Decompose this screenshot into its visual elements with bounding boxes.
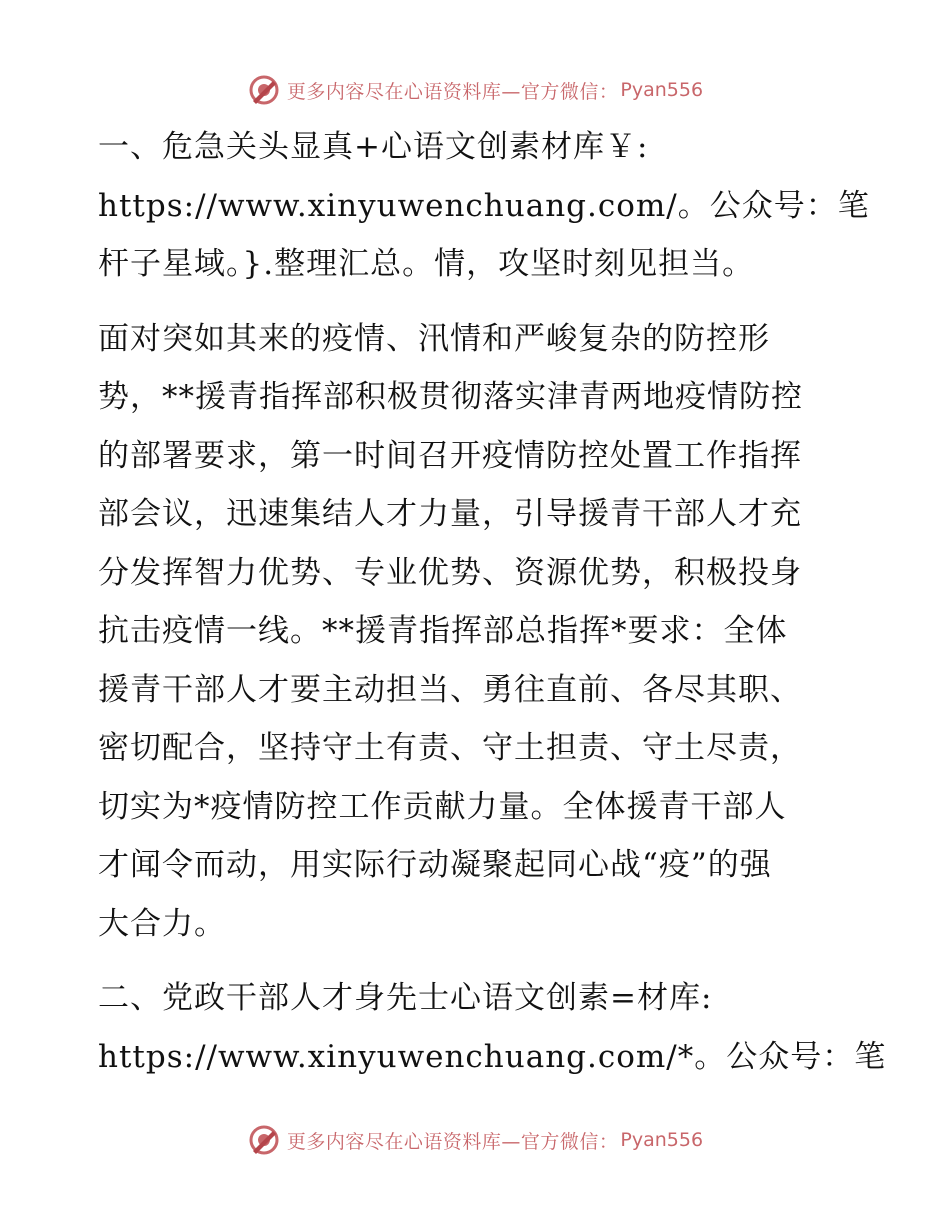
paragraph-2	[98, 310, 858, 954]
document-body	[98, 118, 887, 1086]
text-line: 部会议，迅速集结人才力量，引导援青干部人才充	[98, 496, 802, 532]
text-line: 密切配合，坚持守土有责、守土担责、守土尽责，	[98, 730, 802, 766]
text-line: 的部署要求，第一时间召开疫情防控处置工作指挥	[98, 437, 802, 474]
watermark-wechat-id: Pyan556	[620, 79, 704, 101]
paragraph-1	[98, 118, 870, 294]
logo-icon	[247, 73, 281, 107]
paragraph-3	[98, 969, 887, 1086]
text-line: 势，**援青指挥部积极贯彻落实津青两地疫情防控	[98, 379, 803, 415]
text-line: 一、危急关头显真+心语文创素材库￥:	[98, 129, 649, 165]
text-line: 切实为*疫情防控工作贡献力量。全体援青干部人	[98, 788, 787, 825]
text-line: 才闻令而动，用实际行动凝聚起同心战“疫”的强	[98, 847, 772, 883]
text-line: 二、党政干部人才身先士心语文创素=材库:	[98, 980, 713, 1016]
text-line: 杆子星域。}.整理汇总。情，攻坚时刻见担当。	[98, 246, 755, 282]
text-line: https://www.xinyuwenchuang.com/*。公众号：笔	[98, 1038, 887, 1075]
watermark-wechat-id: Pyan556	[620, 1129, 704, 1151]
footer-watermark	[0, 1120, 950, 1160]
watermark-text: 更多内容尽在心语资料库—官方微信：	[286, 80, 619, 103]
text-line: 面对突如其来的疫情、汛情和严峻复杂的防控形	[98, 320, 770, 357]
text-line: 分发挥智力优势、专业优势、资源优势，积极投身	[98, 554, 802, 591]
logo-icon	[247, 1123, 281, 1157]
text-line: 抗击疫情一线。**援青指挥部总指挥*要求：全体	[98, 613, 788, 649]
header-watermark	[0, 70, 950, 110]
text-line: https://www.xinyuwenchuang.com/。公众号：笔	[98, 187, 870, 224]
text-line: 大合力。	[98, 905, 226, 942]
text-line: 援青干部人才要主动担当、勇往直前、各尽其职、	[98, 671, 802, 708]
watermark-text: 更多内容尽在心语资料库—官方微信：	[286, 1130, 619, 1153]
